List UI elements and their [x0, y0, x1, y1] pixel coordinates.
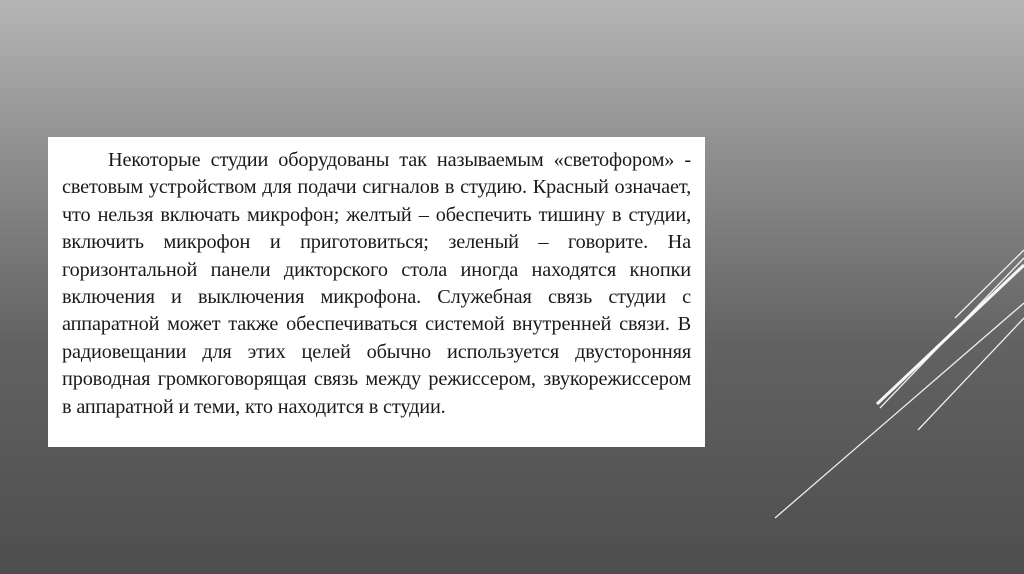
body-paragraph: Некоторые студии оборудованы так называемым «светофором» - световым устройством для подачи сигналов в студию. Красный означает, что нельзя включать микрофон; желтый – обеспечить тишину в студии, включить микрофон и приготовиться; зеленый – говорите. На горизонтальной панели дикторского стола иногда находятся кнопки включения и выключения микрофона. Служебная связь студии с аппаратной может также обеспечиваться системой внутренней связи. В радиовещании для этих целей обычно используется двусторонняя проводная громкоговорящая связь между режиссером, звукорежиссером в аппаратной и теми, кто находится в студии.: [62, 149, 691, 418]
deco-line-4: [918, 318, 1024, 430]
deco-line-5: [955, 250, 1024, 318]
deco-line-2: [880, 258, 1024, 408]
deco-line-3: [877, 265, 1024, 404]
deco-line-1: [775, 303, 1024, 518]
text-image-panel: [48, 137, 705, 447]
